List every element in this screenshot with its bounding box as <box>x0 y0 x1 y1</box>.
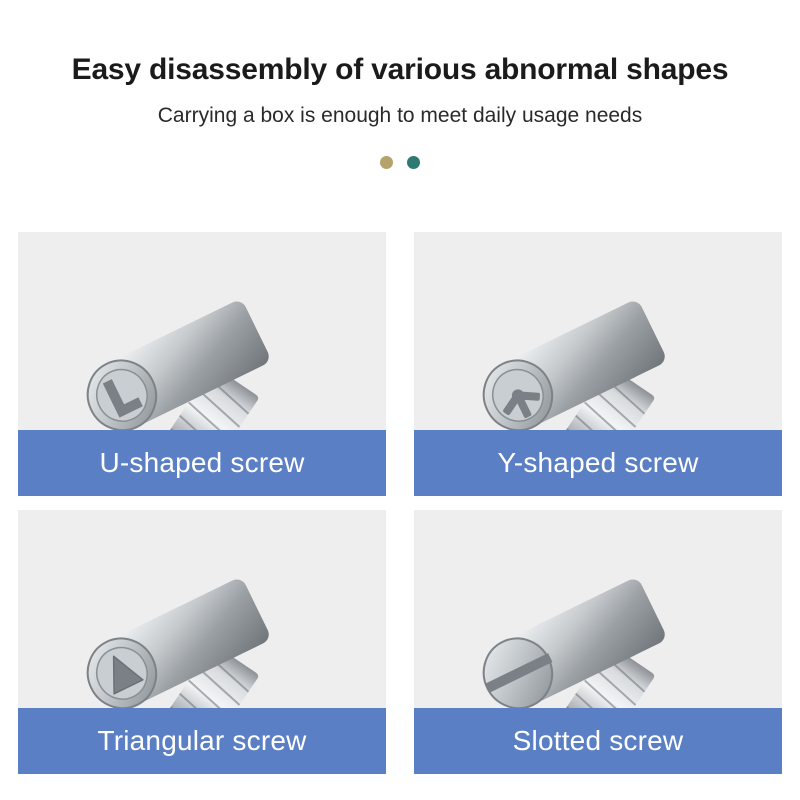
screw-card-caption <box>18 708 386 774</box>
carousel-dot-1[interactable] <box>380 156 393 169</box>
screw-type-grid <box>18 232 782 774</box>
page-title: Easy disassembly of various abnormal shapes <box>71 53 729 86</box>
screw-card-caption <box>414 708 782 774</box>
screw-label-y-shaped: Y-shaped screw <box>497 447 699 478</box>
page-subtitle: Carrying a box is enough to meet daily usage needs <box>157 104 643 127</box>
screw-card-y-shaped[interactable] <box>414 232 782 496</box>
screw-card-u-shaped[interactable] <box>18 232 386 496</box>
carousel-dots[interactable] <box>0 156 800 169</box>
screw-label-triangular: Triangular screw <box>97 725 307 756</box>
screw-card-triangular[interactable] <box>18 510 386 774</box>
screw-label-slotted: Slotted screw <box>512 725 684 756</box>
screw-card-caption <box>414 430 782 496</box>
screw-card-slotted[interactable] <box>414 510 782 774</box>
screw-card-caption <box>18 430 386 496</box>
carousel-dot-2[interactable] <box>407 156 420 169</box>
screw-label-u-shaped: U-shaped screw <box>99 447 305 478</box>
page-header <box>0 0 800 169</box>
